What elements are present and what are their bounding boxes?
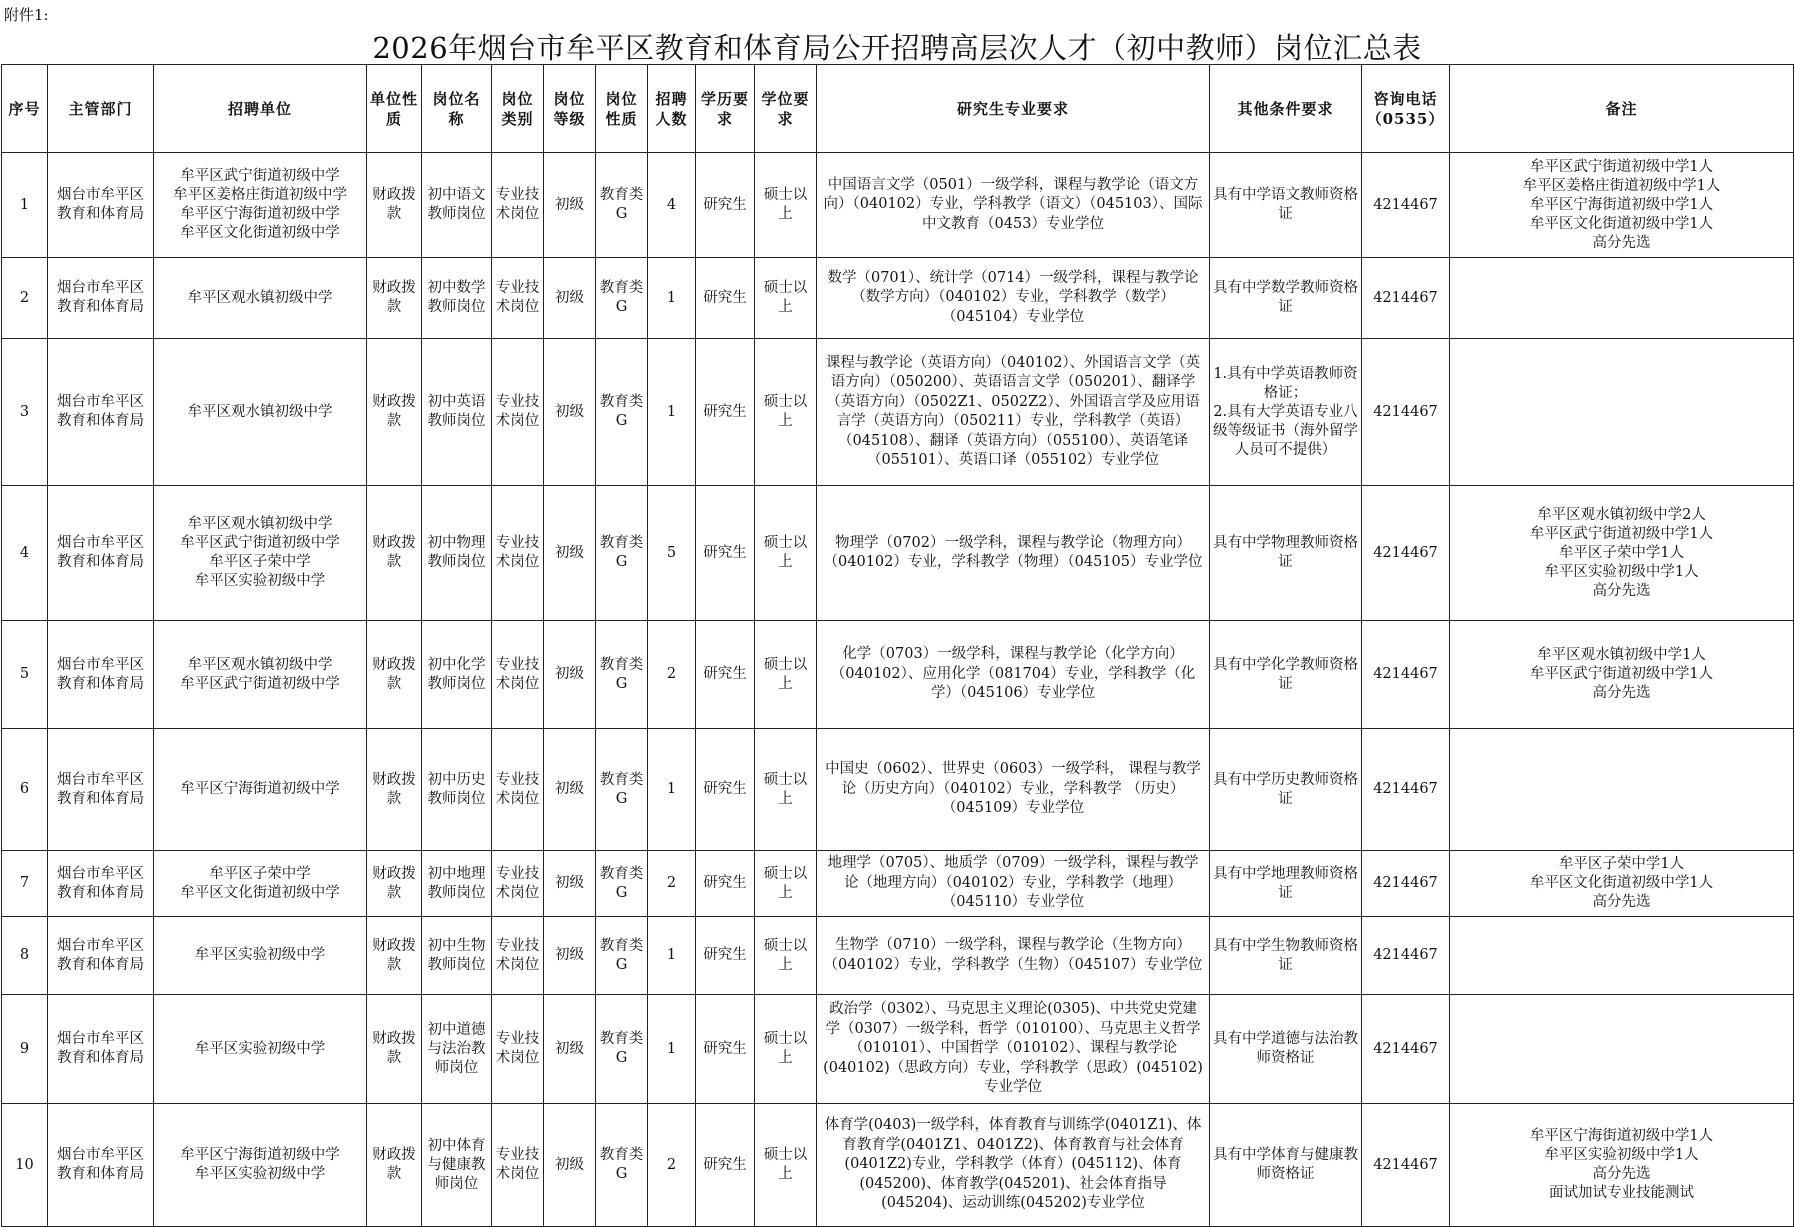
cell-post-grade: 初级 xyxy=(544,153,596,258)
cell-nature: 财政拨款 xyxy=(367,851,422,917)
cell-seq: 4 xyxy=(2,486,48,621)
cell-post-name: 初中数学教师岗位 xyxy=(422,258,492,339)
cell-remark xyxy=(1450,729,1794,851)
cell-dept: 烟台市牟平区教育和体育局 xyxy=(48,153,154,258)
cell-count: 1 xyxy=(648,339,696,486)
cell-dept: 烟台市牟平区教育和体育局 xyxy=(48,1104,154,1227)
cell-remark: 牟平区观水镇初级中学1人 牟平区武宁街道初级中学1人 高分先选 xyxy=(1450,621,1794,729)
cell-count: 4 xyxy=(648,153,696,258)
cell-post-category: 专业技术岗位 xyxy=(492,339,544,486)
cell-post-name: 初中地理教师岗位 xyxy=(422,851,492,917)
table-row xyxy=(2,153,1794,258)
cell-phone: 4214467 xyxy=(1362,486,1450,621)
cell-post-type: 教育类G xyxy=(596,851,648,917)
cell-degree: 硕士以上 xyxy=(755,153,817,258)
cell-unit: 牟平区武宁街道初级中学 牟平区姜格庄街道初级中学 牟平区宁海街道初级中学 牟平区文化街道初级中学 xyxy=(154,153,367,258)
cell-seq: 1 xyxy=(2,153,48,258)
cell-nature: 财政拨款 xyxy=(367,486,422,621)
cell-post-name: 初中化学教师岗位 xyxy=(422,621,492,729)
table-row xyxy=(2,1104,1794,1227)
cell-unit: 牟平区宁海街道初级中学 xyxy=(154,729,367,851)
cell-degree: 硕士以上 xyxy=(755,851,817,917)
cell-count: 2 xyxy=(648,621,696,729)
cell-major: 生物学（0710）一级学科，课程与教学论（生物方向） （040102）专业，学科教学（生物）（045107）专业学位 xyxy=(817,917,1210,995)
cell-phone: 4214467 xyxy=(1362,995,1450,1104)
cell-other: 具有中学语文教师资格证 xyxy=(1210,153,1362,258)
cell-other: 具有中学道德与法治教师资格证 xyxy=(1210,995,1362,1104)
cell-seq: 5 xyxy=(2,621,48,729)
positions-table xyxy=(1,64,1794,1227)
cell-post-name: 初中历史教师岗位 xyxy=(422,729,492,851)
cell-count: 1 xyxy=(648,729,696,851)
cell-post-name: 初中生物教师岗位 xyxy=(422,917,492,995)
cell-education: 研究生 xyxy=(696,621,755,729)
cell-post-grade: 初级 xyxy=(544,258,596,339)
cell-remark xyxy=(1450,917,1794,995)
cell-degree: 硕士以上 xyxy=(755,258,817,339)
cell-education: 研究生 xyxy=(696,1104,755,1227)
table-row xyxy=(2,258,1794,339)
cell-dept: 烟台市牟平区教育和体育局 xyxy=(48,621,154,729)
cell-post-type: 教育类G xyxy=(596,1104,648,1227)
cell-major: 化学（0703）一级学科，课程与教学论（化学方向）（040102）、应用化学（081704）专业，学科教学（化学）（045106）专业学位 xyxy=(817,621,1210,729)
cell-nature: 财政拨款 xyxy=(367,1104,422,1227)
table-row xyxy=(2,729,1794,851)
cell-remark: 牟平区武宁街道初级中学1人 牟平区姜格庄街道初级中学1人 牟平区宁海街道初级中学1人 牟平区文化街道初级中学1人 高分先选 xyxy=(1450,153,1794,258)
cell-nature: 财政拨款 xyxy=(367,621,422,729)
cell-remark xyxy=(1450,995,1794,1104)
cell-post-type: 教育类G xyxy=(596,153,648,258)
cell-unit: 牟平区实验初级中学 xyxy=(154,917,367,995)
table-row xyxy=(2,995,1794,1104)
cell-education: 研究生 xyxy=(696,729,755,851)
cell-major: 中国语言文学（0501）一级学科，课程与教学论（语文方向）（040102）专业，学科教学（语文）（045103）、国际中文教育（0453）专业学位 xyxy=(817,153,1210,258)
cell-other: 具有中学数学教师资格证 xyxy=(1210,258,1362,339)
cell-degree: 硕士以上 xyxy=(755,729,817,851)
cell-dept: 烟台市牟平区教育和体育局 xyxy=(48,917,154,995)
cell-post-category: 专业技术岗位 xyxy=(492,486,544,621)
cell-phone: 4214467 xyxy=(1362,153,1450,258)
cell-count: 5 xyxy=(648,486,696,621)
cell-phone: 4214467 xyxy=(1362,917,1450,995)
cell-degree: 硕士以上 xyxy=(755,917,817,995)
cell-other: 1.具有中学英语教师资格证； 2.具有大学英语专业八级等级证书（海外留学人员可不提供） xyxy=(1210,339,1362,486)
cell-other: 具有中学体育与健康教师资格证 xyxy=(1210,1104,1362,1227)
header-phone: 咨询电话 （0535） xyxy=(1362,65,1450,153)
cell-dept: 烟台市牟平区教育和体育局 xyxy=(48,851,154,917)
cell-seq: 9 xyxy=(2,995,48,1104)
cell-post-type: 教育类G xyxy=(596,258,648,339)
cell-post-category: 专业技术岗位 xyxy=(492,621,544,729)
cell-post-category: 专业技术岗位 xyxy=(492,1104,544,1227)
cell-seq: 2 xyxy=(2,258,48,339)
cell-nature: 财政拨款 xyxy=(367,339,422,486)
cell-count: 1 xyxy=(648,995,696,1104)
cell-post-category: 专业技术岗位 xyxy=(492,851,544,917)
cell-education: 研究生 xyxy=(696,339,755,486)
cell-post-category: 专业技术岗位 xyxy=(492,258,544,339)
cell-major: 课程与教学论（英语方向）（040102）、外国语言文学（英语方向）（050200）、英语语言文学（050201）、翻译学（英语方向）（0502Z1、0502Z2）、外国语言学及应用语言学（英语方向）（050211）专业，学科教学（英语）（045108）、翻译（英语方向）（055100）、英语笔译（055101）、英语口译（055102）专业学位 xyxy=(817,339,1210,486)
cell-degree: 硕士以上 xyxy=(755,339,817,486)
cell-remark xyxy=(1450,339,1794,486)
header-education: 学历要求 xyxy=(696,65,755,153)
header-row xyxy=(2,65,1794,153)
cell-remark: 牟平区子荣中学1人 牟平区文化街道初级中学1人 高分先选 xyxy=(1450,851,1794,917)
cell-major: 地理学（0705）、地质学（0709）一级学科，课程与教学论（地理方向）（040102）专业，学科教学（地理）（045110）专业学位 xyxy=(817,851,1210,917)
cell-unit: 牟平区观水镇初级中学 牟平区武宁街道初级中学 xyxy=(154,621,367,729)
header-degree: 学位要求 xyxy=(755,65,817,153)
cell-remark: 牟平区观水镇初级中学2人 牟平区武宁街道初级中学1人 牟平区子荣中学1人 牟平区实验初级中学1人 高分先选 xyxy=(1450,486,1794,621)
cell-post-grade: 初级 xyxy=(544,486,596,621)
cell-post-category: 专业技术岗位 xyxy=(492,917,544,995)
header-other: 其他条件要求 xyxy=(1210,65,1362,153)
cell-unit: 牟平区实验初级中学 xyxy=(154,995,367,1104)
header-post-type: 岗位性质 xyxy=(596,65,648,153)
cell-post-type: 教育类G xyxy=(596,995,648,1104)
cell-unit: 牟平区宁海街道初级中学 牟平区实验初级中学 xyxy=(154,1104,367,1227)
cell-dept: 烟台市牟平区教育和体育局 xyxy=(48,339,154,486)
cell-post-grade: 初级 xyxy=(544,1104,596,1227)
page-title: 2026年烟台市牟平区教育和体育局公开招聘高层次人才（初中教师）岗位汇总表 xyxy=(372,31,1422,65)
cell-education: 研究生 xyxy=(696,486,755,621)
cell-dept: 烟台市牟平区教育和体育局 xyxy=(48,258,154,339)
cell-education: 研究生 xyxy=(696,153,755,258)
cell-seq: 8 xyxy=(2,917,48,995)
cell-post-grade: 初级 xyxy=(544,729,596,851)
cell-nature: 财政拨款 xyxy=(367,917,422,995)
cell-education: 研究生 xyxy=(696,258,755,339)
cell-degree: 硕士以上 xyxy=(755,621,817,729)
cell-seq: 3 xyxy=(2,339,48,486)
table-row xyxy=(2,339,1794,486)
cell-dept: 烟台市牟平区教育和体育局 xyxy=(48,486,154,621)
cell-other: 具有中学生物教师资格证 xyxy=(1210,917,1362,995)
cell-post-name: 初中英语教师岗位 xyxy=(422,339,492,486)
cell-nature: 财政拨款 xyxy=(367,729,422,851)
cell-remark xyxy=(1450,258,1794,339)
cell-degree: 硕士以上 xyxy=(755,1104,817,1227)
cell-count: 1 xyxy=(648,258,696,339)
cell-other: 具有中学化学教师资格证 xyxy=(1210,621,1362,729)
cell-count: 2 xyxy=(648,851,696,917)
cell-major: 政治学（0302）、马克思主义理论(0305)、中共党史党建学（0307）一级学科，哲学（010100）、马克思主义哲学（010101）、中国哲学（010102）、课程与教学论(040102)（思政方向）专业，学科教学（思政）(045102)专业学位 xyxy=(817,995,1210,1104)
header-major: 研究生专业要求 xyxy=(817,65,1210,153)
cell-post-name: 初中语文教师岗位 xyxy=(422,153,492,258)
cell-post-type: 教育类G xyxy=(596,621,648,729)
cell-post-type: 教育类G xyxy=(596,486,648,621)
header-dept: 主管部门 xyxy=(48,65,154,153)
cell-education: 研究生 xyxy=(696,995,755,1104)
cell-post-type: 教育类G xyxy=(596,729,648,851)
cell-phone: 4214467 xyxy=(1362,1104,1450,1227)
header-remark: 备注 xyxy=(1450,65,1794,153)
cell-post-type: 教育类G xyxy=(596,917,648,995)
cell-major: 数学（0701）、统计学（0714）一级学科，课程与教学论（数学方向）（040102）专业，学科教学（数学）（045104）专业学位 xyxy=(817,258,1210,339)
cell-post-category: 专业技术岗位 xyxy=(492,995,544,1104)
cell-major: 物理学（0702）一级学科，课程与教学论（物理方向）（040102）专业，学科教学（物理）（045105）专业学位 xyxy=(817,486,1210,621)
cell-major: 中国史（0602）、世界史（0603）一级学科， 课程与教学论（历史方向）（040102）专业，学科教学 （历史）（045109）专业学位 xyxy=(817,729,1210,851)
cell-post-name: 初中物理教师岗位 xyxy=(422,486,492,621)
cell-seq: 6 xyxy=(2,729,48,851)
cell-post-grade: 初级 xyxy=(544,995,596,1104)
cell-degree: 硕士以上 xyxy=(755,995,817,1104)
cell-unit: 牟平区观水镇初级中学 xyxy=(154,339,367,486)
cell-nature: 财政拨款 xyxy=(367,995,422,1104)
cell-dept: 烟台市牟平区教育和体育局 xyxy=(48,995,154,1104)
header-seq: 序号 xyxy=(2,65,48,153)
cell-other: 具有中学地理教师资格证 xyxy=(1210,851,1362,917)
cell-post-grade: 初级 xyxy=(544,917,596,995)
header-post-name: 岗位名称 xyxy=(422,65,492,153)
cell-post-grade: 初级 xyxy=(544,851,596,917)
cell-remark: 牟平区宁海街道初级中学1人 牟平区实验初级中学1人 高分先选 面试加试专业技能测试 xyxy=(1450,1104,1794,1227)
attachment-label: 附件1: xyxy=(4,6,49,24)
cell-other: 具有中学物理教师资格证 xyxy=(1210,486,1362,621)
cell-nature: 财政拨款 xyxy=(367,258,422,339)
cell-post-name: 初中道德与法治教师岗位 xyxy=(422,995,492,1104)
cell-count: 1 xyxy=(648,917,696,995)
cell-unit: 牟平区子荣中学 牟平区文化街道初级中学 xyxy=(154,851,367,917)
cell-count: 2 xyxy=(648,1104,696,1227)
cell-post-grade: 初级 xyxy=(544,621,596,729)
table-row xyxy=(2,917,1794,995)
cell-post-name: 初中体育与健康教师岗位 xyxy=(422,1104,492,1227)
cell-seq: 10 xyxy=(2,1104,48,1227)
cell-nature: 财政拨款 xyxy=(367,153,422,258)
cell-post-category: 专业技术岗位 xyxy=(492,729,544,851)
header-post-category: 岗位类别 xyxy=(492,65,544,153)
cell-seq: 7 xyxy=(2,851,48,917)
cell-education: 研究生 xyxy=(696,917,755,995)
cell-degree: 硕士以上 xyxy=(755,486,817,621)
cell-phone: 4214467 xyxy=(1362,339,1450,486)
cell-post-type: 教育类G xyxy=(596,339,648,486)
cell-phone: 4214467 xyxy=(1362,851,1450,917)
header-post-grade: 岗位等级 xyxy=(544,65,596,153)
header-nature: 单位性质 xyxy=(367,65,422,153)
table-row xyxy=(2,621,1794,729)
cell-dept: 烟台市牟平区教育和体育局 xyxy=(48,729,154,851)
cell-post-category: 专业技术岗位 xyxy=(492,153,544,258)
header-count: 招聘人数 xyxy=(648,65,696,153)
cell-post-grade: 初级 xyxy=(544,339,596,486)
cell-major: 体育学(0403)一级学科，体育教育与训练学(0401Z1)、体育教育学(0401Z1、0401Z2)、体育教育与社会体育(0401Z2)专业，学科教学（体育）(045112)、体育(045200)、体育教学(045201)、社会体育指导(045204)、运动训练(045202)专业学位 xyxy=(817,1104,1210,1227)
table-row xyxy=(2,851,1794,917)
cell-education: 研究生 xyxy=(696,851,755,917)
cell-phone: 4214467 xyxy=(1362,729,1450,851)
cell-unit: 牟平区观水镇初级中学 牟平区武宁街道初级中学 牟平区子荣中学 牟平区实验初级中学 xyxy=(154,486,367,621)
cell-phone: 4214467 xyxy=(1362,258,1450,339)
header-unit: 招聘单位 xyxy=(154,65,367,153)
cell-phone: 4214467 xyxy=(1362,621,1450,729)
table-row xyxy=(2,486,1794,621)
cell-other: 具有中学历史教师资格证 xyxy=(1210,729,1362,851)
cell-unit: 牟平区观水镇初级中学 xyxy=(154,258,367,339)
